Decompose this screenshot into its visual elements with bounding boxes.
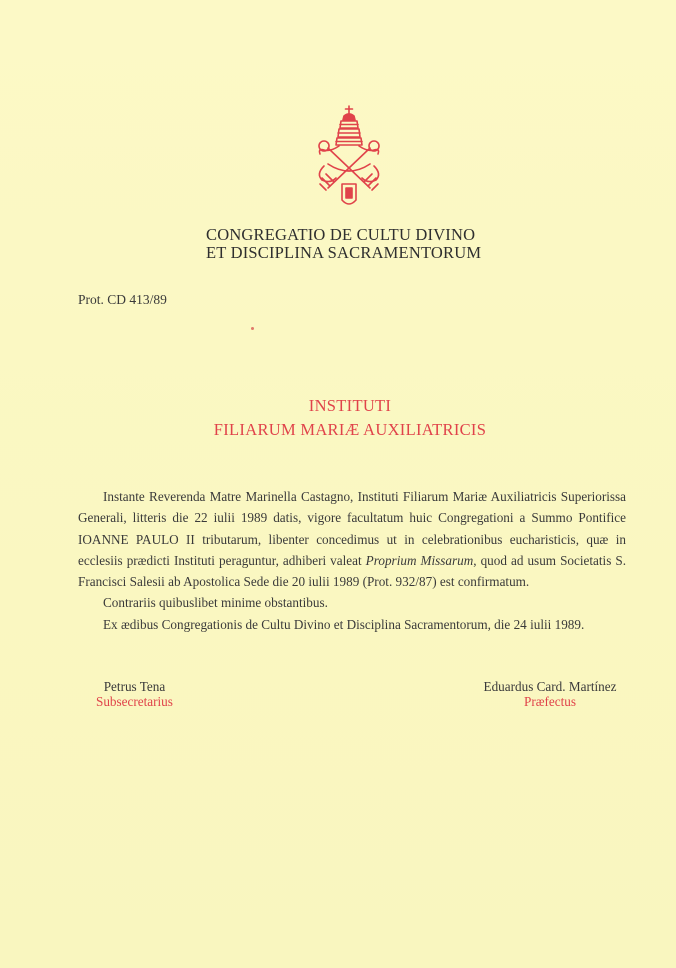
ink-dot (251, 327, 254, 330)
decree-paragraph-1 (78, 486, 626, 592)
papal-coat-of-arms-icon (306, 104, 392, 210)
decree-body (78, 486, 626, 635)
title-line-2: FILIARUM MARIÆ AUXILIATRICIS (213, 420, 487, 439)
signature-prefect (474, 679, 626, 709)
decree-paragraph-1-text-a: Instante Reverenda Matre Marinella Castagno, Instituti Filiarum Mariæ Auxiliatricis Superiorissa Generali, litteris die 22 iulii 1989 datis, vigore facultatum huic Congregationi a Summo Pontifice IOANNE PAULO II tributarum, libenter concedimus ut in celebrationibus eucharisticis, quæ in ecclesiis prædicti Instituti peraguntur, adhiberi valeat (78, 489, 626, 568)
protocol-number: Prot. CD 413/89 (78, 292, 167, 307)
signature-secretary-role: Subsecretarius (96, 694, 173, 709)
decree-paragraph-2: Contrariis quibuslibet minime obstantibus. (103, 595, 328, 611)
signature-secretary (96, 679, 173, 709)
congregation-header (206, 226, 526, 262)
document-title (100, 394, 600, 442)
congregation-line-1: CONGREGATIO DE CULTU DIVINO (206, 225, 476, 244)
signature-prefect-role: Præfectus (523, 694, 576, 709)
decree-paragraph-3: Ex ædibus Congregationis de Cultu Divino et Disciplina Sacramentorum, die 24 iulii 1989. (103, 616, 585, 632)
title-line-1: INSTITUTI (308, 396, 392, 415)
decree-paragraph-1-text-b: , quod ad usum Societatis S. Francisci Salesii ab Apostolica Sede die 20 iulii 1989 (Prot. 932/87) est confirmatum. (78, 552, 627, 590)
congregation-line-2: ET DISCIPLINA SACRAMENTORUM (206, 243, 482, 262)
signature-secretary-name: Petrus Tena (103, 679, 166, 694)
signature-prefect-name: Eduardus Card. Martínez (483, 679, 617, 694)
decree-paragraph-1-italic: Proprium Missarum (365, 552, 474, 568)
